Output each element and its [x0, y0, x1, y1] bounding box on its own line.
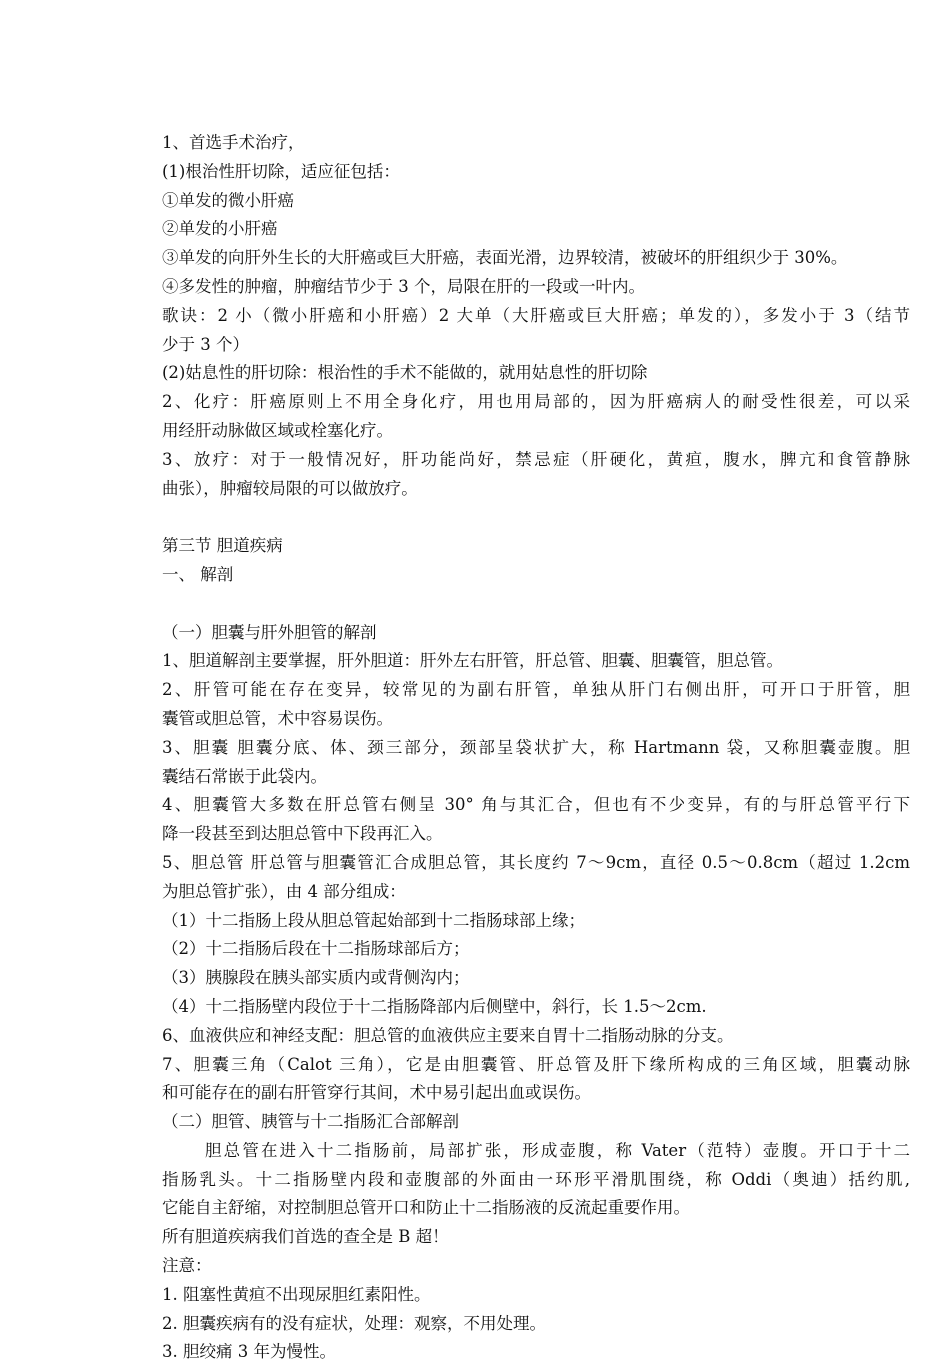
text-line: （一）胆囊与肝外胆管的解剖	[162, 622, 377, 642]
text-line: 1、首选手术治疗，	[162, 133, 305, 152]
text-line: ①单发的微小肝癌	[162, 190, 294, 210]
text-line: 3、放疗：对于一般情况好，肝功能尚好，禁忌症（肝硬化，黄疸，腹水，脾亢和食管静脉	[162, 449, 910, 469]
text-line: 所有胆道疾病我们首选的查全是 B 超！	[162, 1227, 449, 1247]
text-line: 一、 解剖	[162, 564, 234, 584]
text-line: 2、化疗：肝癌原则上不用全身化疗，用也用局部的，因为肝癌病人的耐受性很差，可以采	[162, 392, 910, 412]
text-line: (2)姑息性的肝切除：根治性的手术不能做的，就用姑息性的肝切除	[162, 363, 648, 383]
paragraph-spacer	[162, 590, 910, 619]
text-line: 曲张），肿瘤较局限的可以做放疗。	[162, 478, 418, 498]
text-line: 少于 3 个）	[162, 334, 249, 354]
text-line: 指肠乳头。十二指肠壁内段和壶腹部的外面由一环形平滑肌围绕，称 Oddi（奥迪）括约肌,	[162, 1169, 910, 1189]
text-line: 歌诀：2 小（微小肝癌和小肝癌）2 大单（大肝癌或巨大肝癌；单发的），多发小于 3（结节	[162, 305, 910, 325]
text-line: 1. 阻塞性黄疸不出现尿胆红素阳性。	[162, 1284, 431, 1304]
text-line: 用经肝动脉做区域或栓塞化疗。	[162, 420, 393, 440]
text-line: 2、肝管可能在存在变异，较常见的为副右肝管，单独从肝门右侧出肝，可开口于肝管，胆	[162, 680, 910, 700]
text-line: 注意：	[162, 1256, 212, 1276]
text-line: 2. 胆囊疾病有的没有症状，处理：观察，不用处理。	[162, 1313, 546, 1333]
text-line: 囊管或胆总管，术中容易误伤。	[162, 708, 393, 728]
text-line: 第三节 胆道疾病	[162, 536, 283, 556]
text-line: （2）十二指肠后段在十二指肠球部后方；	[162, 939, 470, 959]
text-line: （1）十二指肠上段从胆总管起始部到十二指肠球部上缘；	[162, 910, 585, 930]
text-line: 3. 胆绞痛 3 年为慢性。	[162, 1342, 336, 1362]
text-line: 胆总管在进入十二指肠前，局部扩张，形成壶腹，称 Vater（范特）壶腹。开口于十二	[205, 1140, 910, 1160]
text-line: ③单发的向肝外生长的大肝癌或巨大肝癌，表面光滑，边界较清，被破坏的肝组织少于 30%。	[162, 248, 848, 268]
text-line: 1、胆道解剖主要掌握，肝外胆道：肝外左右肝管，肝总管、胆囊、胆囊管，胆总管。	[162, 651, 783, 671]
text-line: ④多发性的肿瘤，肿瘤结节少于 3 个，局限在肝的一段或一叶内。	[162, 276, 645, 296]
text-line: 7、胆囊三角（Calot 三角），它是由胆囊管、肝总管及肝下缘所构成的三角区域，胆囊动脉	[162, 1054, 910, 1074]
document-page	[162, 129, 910, 1367]
text-line: (1)根治性肝切除，适应征包括：	[162, 161, 400, 181]
text-line: （4）十二指肠壁内段位于十二指肠降部内后侧壁中，斜行，长 1.5～2cm.	[162, 996, 707, 1016]
text-line: 和可能存在的副右肝管穿行其间，术中易引起出血或误伤。	[162, 1083, 591, 1103]
text-line: ②单发的小肝癌	[162, 219, 278, 239]
text-line: 5、胆总管 肝总管与胆囊管汇合成胆总管，其长度约 7～9cm，直径 0.5～0.8cm（超过 1.2cm	[162, 852, 910, 872]
text-line: （二）胆管、胰管与十二指肠汇合部解剖	[162, 1112, 459, 1132]
text-line: 3、胆囊 胆囊分底、体、颈三部分，颈部呈袋状扩大，称 Hartmann 袋，又称胆囊壶腹。胆	[162, 737, 910, 757]
text-line: 6、血液供应和神经支配：胆总管的血液供应主要来自胃十二指肠动脉的分支。	[162, 1025, 734, 1045]
text-line: 为胆总管扩张），由 4 部分组成：	[162, 881, 406, 901]
text-line: 它能自主舒缩，对控制胆总管开口和防止十二指肠液的反流起重要作用。	[162, 1198, 690, 1218]
text-line: （3）胰腺段在胰头部实质内或背侧沟内；	[162, 968, 470, 988]
text-line: 4、胆囊管大多数在肝总管右侧呈 30° 角与其汇合，但也有不少变异，有的与肝总管平行下	[162, 795, 910, 815]
text-line: 囊结石常嵌于此袋内。	[162, 766, 327, 786]
paragraph-spacer	[162, 503, 910, 532]
text-line: 降一段甚至到达胆总管中下段再汇入。	[162, 824, 443, 844]
